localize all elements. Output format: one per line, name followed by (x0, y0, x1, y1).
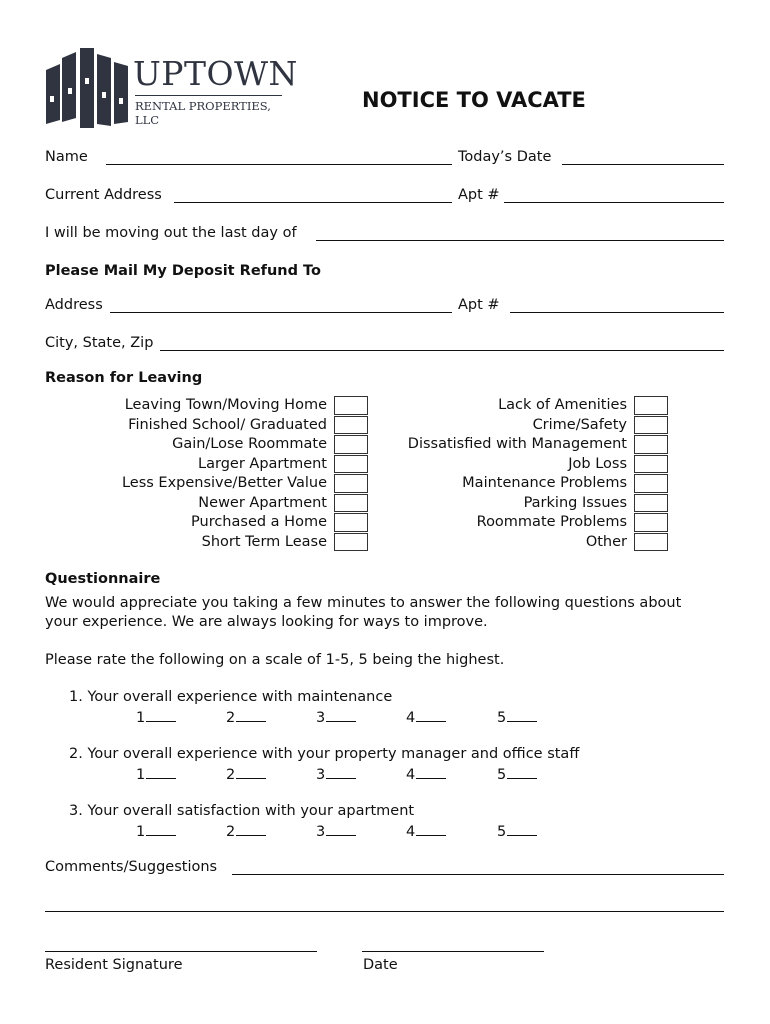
reason-label: Newer Apartment (198, 494, 327, 511)
reason-checkbox[interactable] (334, 474, 368, 493)
rating-option[interactable] (406, 708, 446, 727)
reason-checkbox[interactable] (634, 435, 668, 454)
rating-scale-instructions: Please rate the following on a scale of 1-5, 5 being the highest. (45, 652, 505, 668)
rating-number: 3 (316, 710, 326, 726)
reason-label: Roommate Problems (476, 514, 627, 530)
rating-number: 2 (226, 710, 236, 726)
apt-field[interactable] (504, 202, 724, 203)
reason-checkbox[interactable] (334, 416, 368, 435)
reason-label: Leaving Town/Moving Home (124, 397, 327, 413)
company-logo (44, 48, 298, 128)
refund-heading: Please Mail My Deposit Refund To (45, 263, 321, 279)
signature-date-field[interactable] (362, 951, 544, 952)
reason-checkbox[interactable] (334, 396, 368, 415)
rating-option[interactable] (136, 708, 176, 727)
comments-field-line-2[interactable] (45, 911, 724, 912)
comments-label: Comments/Suggestions (45, 859, 218, 875)
rating-option[interactable] (497, 765, 537, 784)
reason-label: Larger Apartment (198, 455, 327, 472)
rating-number: 2 (226, 824, 236, 840)
city-state-zip-label: City, State, Zip (45, 335, 154, 351)
reason-checkbox[interactable] (634, 494, 668, 513)
todays-date-field[interactable] (562, 164, 724, 165)
reason-label: Crime/Safety (532, 416, 627, 433)
reason-label: Maintenance Problems (462, 475, 627, 491)
rating-number: 1 (136, 710, 146, 726)
resident-signature-field[interactable] (45, 951, 317, 952)
rating-number: 5 (497, 824, 507, 840)
current-address-label: Current Address (45, 187, 162, 203)
city-state-zip-field[interactable] (160, 350, 724, 351)
resident-signature-label: Resident Signature (45, 957, 183, 973)
reason-checkbox[interactable] (334, 533, 368, 552)
rating-option[interactable] (226, 708, 266, 727)
rating-option[interactable] (497, 822, 537, 841)
reason-label: Finished School/ Graduated (128, 416, 327, 433)
reason-checkbox[interactable] (634, 396, 668, 415)
reason-checkbox[interactable] (634, 455, 668, 474)
reason-checkbox[interactable] (334, 513, 368, 532)
question-2: 2. Your overall experience with your property manager and office staff (69, 746, 580, 762)
moving-out-label: I will be moving out the last day of (45, 225, 297, 241)
buildings-logo-icon (44, 48, 132, 128)
signature-date-label: Date (363, 957, 398, 973)
reason-label: Lack of Amenities (498, 397, 627, 413)
reasons-heading: Reason for Leaving (45, 370, 203, 386)
questionnaire-intro-line-2: your experience. We are always looking for ways to improve. (45, 614, 488, 630)
rating-option[interactable] (316, 765, 356, 784)
logo-name: UPTOWN (133, 54, 298, 93)
rating-option[interactable] (316, 822, 356, 841)
reason-checkbox[interactable] (634, 416, 668, 435)
questionnaire-intro-line-1: We would appreciate you taking a few minutes to answer the following questions about (45, 595, 682, 611)
current-address-field[interactable] (174, 202, 452, 203)
rating-number: 3 (316, 767, 326, 783)
reason-checkbox[interactable] (634, 513, 668, 532)
rating-option[interactable] (406, 822, 446, 841)
rating-number: 3 (316, 824, 326, 840)
apt-label: Apt # (458, 187, 500, 203)
page-title: NOTICE TO VACATE (362, 88, 586, 112)
rating-option[interactable] (406, 765, 446, 784)
logo-subtitle: RENTAL PROPERTIES, LLC (135, 99, 271, 127)
rating-option[interactable] (136, 765, 176, 784)
rating-option[interactable] (497, 708, 537, 727)
rating-number: 5 (497, 767, 507, 783)
rating-number: 4 (406, 767, 416, 783)
reason-checkbox[interactable] (634, 533, 668, 552)
name-field[interactable] (106, 164, 452, 165)
moving-out-field[interactable] (316, 240, 724, 241)
reason-checkbox[interactable] (334, 494, 368, 513)
question-1: 1. Your overall experience with maintenance (69, 689, 393, 705)
reason-label: Job Loss (568, 455, 627, 472)
rating-option[interactable] (316, 708, 356, 727)
reason-checkbox[interactable] (334, 455, 368, 474)
rating-number: 5 (497, 710, 507, 726)
name-label: Name (45, 149, 88, 165)
refund-apt-label: Apt # (458, 297, 500, 313)
rating-option[interactable] (136, 822, 176, 841)
questionnaire-heading: Questionnaire (45, 571, 161, 587)
reason-label: Purchased a Home (191, 514, 327, 530)
rating-number: 2 (226, 767, 236, 783)
rating-number: 4 (406, 710, 416, 726)
reason-label: Gain/Lose Roommate (172, 436, 327, 452)
rating-number: 1 (136, 767, 146, 783)
rating-number: 4 (406, 824, 416, 840)
reason-checkbox[interactable] (634, 474, 668, 493)
refund-address-label: Address (45, 297, 103, 313)
todays-date-label: Today’s Date (458, 149, 552, 165)
comments-field[interactable] (232, 874, 724, 875)
rating-option[interactable] (226, 765, 266, 784)
refund-address-field[interactable] (110, 312, 452, 313)
logo-rule (135, 95, 282, 96)
reason-label: Short Term Lease (201, 533, 327, 550)
reason-label: Dissatisfied with Management (407, 436, 627, 452)
question-3: 3. Your overall satisfaction with your apartment (69, 803, 415, 819)
reason-checkbox[interactable] (334, 435, 368, 454)
reason-label: Less Expensive/Better Value (121, 475, 327, 491)
reason-label: Other (585, 533, 627, 550)
refund-apt-field[interactable] (510, 312, 724, 313)
reason-label: Parking Issues (523, 494, 627, 511)
rating-option[interactable] (226, 822, 266, 841)
rating-number: 1 (136, 824, 146, 840)
